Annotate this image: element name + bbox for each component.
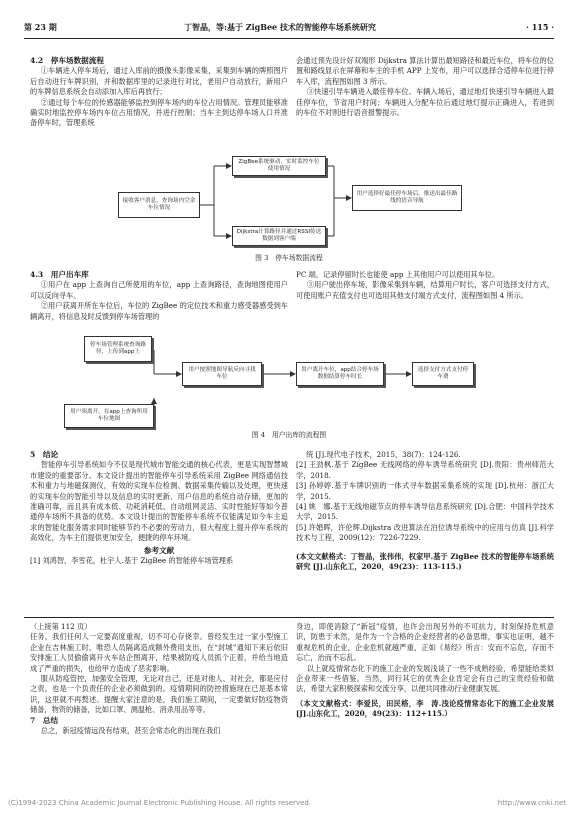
paragraph: PC 端，记录停留时长也能使 app 上其他用户可以使用其车位。 xyxy=(296,270,500,279)
paragraph: 以上就疫情常态化下的施工企业的发展浅谈了一些不成熟经验，希望能给类似企业带来一些借鉴。当然，同行其它的优秀企业肯定会有自己的宝贵经验和做法，希望大家积极探索和交流分享，以便共同推动行业健康发展。 xyxy=(296,663,554,694)
paragraph: 服从防疫管控，加强安全管理，无论对自己，还是对他人、对社会，都是应付之责，也是一个负责任的企业必须做到的。疫情期间的防控措施现在已是基本常识，这里就不再赘述。提醒大家注意的是，我们施工期间，一定要做好防疫物资储备，物资的储备，比如口罩、测温枪、消杀用品等等。 xyxy=(30,674,288,715)
paragraph: ③用户驶出停车场，影像采集到车辆，结算用户时长，客户可选择支付方式，可使用账户充值支付也可选用其他支付端方式支付，流程图如图 4 所示。 xyxy=(296,280,554,300)
running-header xyxy=(24,22,554,36)
reference-item: [3] 孙婷婷.基于车牌识别的一体式寻车数据采集系统的实现 [D].杭州：浙江大学，2015. xyxy=(296,481,554,501)
section-heading: 5 结论 xyxy=(30,450,59,459)
flow-node-query-spaces: 接收客户消息，查询场内空余车位情况 xyxy=(118,192,200,218)
lower-left-column xyxy=(30,622,288,736)
flow-node-upload-path: 停车场管理系统查询路径，上传到app上 xyxy=(84,336,152,362)
paragraph: 总之，新冠疫情远没有结束，甚至会常态化的出现在我们 xyxy=(40,726,221,736)
figure-4 xyxy=(0,330,578,442)
site-url[interactable]: http://www.cnki.net xyxy=(497,799,566,807)
section-heading: 4.2 停车场数据流程 xyxy=(30,56,104,65)
flow-node-settle-duration: 用户离开车位，app结合停车场数据结算停车时长 xyxy=(296,362,384,386)
reference-item: [1] 刘鸿智，李雪花，杜宇人.基于 ZigBee 的智能停车场管理系 xyxy=(30,556,234,566)
page-number: · 115 · xyxy=(526,22,554,32)
section-4-3 xyxy=(30,270,288,322)
paragraph: 智能停车引导系统如今不仅是现代城市智能交通的核心代表，更是实现智慧城市建设的重要部分。本文设计提出的智能停车引导系统采用 ZigBee 网络通信技术和重力与地磁探测仪，有效的实现车位检测、数据采集传输以及处理，更快速的实现车位的智能引导以及信息的实时更新、用户信息的系统自动存储，更加的准确可靠，而且具有成本低、功耗消耗低、自动组网灵活、实时性能好等如今普通停车场所不具备的优势。本文设计提出的智能停车系统不仅能满足如今车主追求的智能化服务需求同时能够节约不必要的劳动力，很大程度上提升停车系统的高效化，为车主们提供更加安全，便捷的停车环境。 xyxy=(30,460,288,543)
figure-caption: 图 4 用户出库的流程图 xyxy=(251,431,327,439)
right-column-mid xyxy=(296,270,554,301)
section-4-2 xyxy=(30,56,288,129)
paragraph: ②用户获离开所在车位后，车位的 ZigBee 的定位技术和重力感受器感受到车辆离开，将信息及时反馈到停车场管理的 xyxy=(30,301,288,321)
flow-node-reverse-search: 用户按照地图导航反向寻找车位 xyxy=(182,362,262,386)
flow-node-pay-fee: 选择支付方式支付停车费 xyxy=(412,362,474,386)
figure-caption: 图 3 停车场数据流程 xyxy=(255,254,323,262)
issue-number: 第 23 期 xyxy=(24,22,57,32)
references-heading: 参考文献 xyxy=(143,545,175,555)
paragraph: ②通过每个车位的传感器能够监控到停车场内的车位占用情况。管理员能够准确实时地监控停车场内车位占用情况，并进行控制；当车主到达停车场入口并准备停车时，管理系统 xyxy=(30,97,288,128)
paragraph: ①用户在 app 上查询自己所使用的车位，app 上查询路径，查询地图使用户可以反向寻车。 xyxy=(30,280,288,300)
section-heading: 4.3 用户出车库 xyxy=(30,270,89,279)
citation-format: （本文文献格式：李爱民，田民格，李 涛.浅论疫情常态化下的施工企业发展 [J].山东化工，2020，49(23)：112+115.） xyxy=(296,698,554,719)
flow-node-voice-navigation: 用户选择好最佳停车场后，推送出最佳路线的语音导航 xyxy=(352,185,462,211)
paragraph: 任务，我们任何人一定要高度重视，切不可心存侥幸。曾经发生过一家小型施工企业在吉林施工时，唯恐人员隔离造成额外费用支出，在“封城”通知下来后依旧安排施工人员偷偷离开火车站企图离开，结果被防疫人员抓个正着，并给当地造成了严重的损失，也给甲方造成了恶劣影响。 xyxy=(30,632,288,673)
paragraph: 身边，即使消除了“新冠”疫情，也许会出现另外的不可抗力，时刻保持危机意识，防患于未然，是作为一个合格的企业经营者的必备思维，事实也证明，越不重视危机的企业，企业危机就越严重，正如《易经》所言：安而不忘危，存而不忘亡，治而不忘乱。 xyxy=(296,622,554,663)
references-list xyxy=(296,450,554,572)
flow-node-dijkstra-path: Dijkstra计算路径并通过RSSI传送数据到客户端 xyxy=(232,226,326,246)
paragraph: ①车辆进入停车场后，通过入库前的摄像头影像采集，采集到车辆的牌照图片后自动进行车牌识别，并和数据库里的记录进行对比，老用户自动放行，新用户的车牌信息系统会自动添加入库后再放行； xyxy=(30,66,288,97)
citation-format: (本文文献格式：丁智晶，张伟伟，权家甲.基于 ZigBee 技术的智能停车场系统研究 [J].山东化工，2020，49(23)：113-115.) xyxy=(296,551,554,572)
reference-item: [4] 姚 娜.基于无线地磁节点的停车诱导信息系统研究 [D].合肥：中国科学技术大学，2015. xyxy=(296,502,554,522)
reference-item: [5] 许婚晖，许伦辉.Dijkstra 改进算法在泊位诱导系统中的应用与仿真 [J].科学技术与工程，2009(12)：7226-7229. xyxy=(296,522,554,543)
running-title: 丁智晶，等:基于 ZigBee 技术的智能停车场系统研究 xyxy=(184,22,376,32)
paragraph: ③快速引导车辆进入最佳停车位。车辆入场后，通过地灯快速引导车辆进入最佳停车位，节省用户时间；车辆进入分配车位后通过地灯提示正确进入，若进到的车位不对则进行语音报警提示。 xyxy=(296,87,554,118)
header-rule xyxy=(24,38,554,39)
flow-node-zigbee-monitor: ZigBee系统驱动，实时监控车位使用情况 xyxy=(232,156,326,176)
copyright-notice: (C)1994-2023 China Academic Journal Electronic Publishing House. All rights reserved. xyxy=(8,799,312,807)
figure-3 xyxy=(0,148,578,264)
flow-node-query-map: 用户须离开，在app上查询所用车位地图 xyxy=(64,404,154,428)
lower-right-column xyxy=(296,622,554,720)
article-divider xyxy=(24,617,554,618)
section-5-conclusion xyxy=(30,450,288,566)
reference-item: 统 [J].现代电子技术，2015，38(7)：124-126. xyxy=(306,450,461,459)
reference-item: [2] 王劲枫.基于 ZigBee 无线网络的停车诱导系统研究 [D].贵阳：贵州师范大学，2018. xyxy=(296,460,554,480)
paragraph: 会通过预先设计好双端形 Dijkstra 算法计算出最短路径和最近车位，将车位的位置和路线显示在屏幕和车主的手机 APP 上发布，用户可以选择合适停车位进行停车入库，流程图如图 3 所示。 xyxy=(296,56,554,86)
right-column-top xyxy=(296,56,554,118)
continuation-note: （上接第 112 页） xyxy=(30,622,92,631)
section-heading: 7 总结 xyxy=(30,715,59,725)
